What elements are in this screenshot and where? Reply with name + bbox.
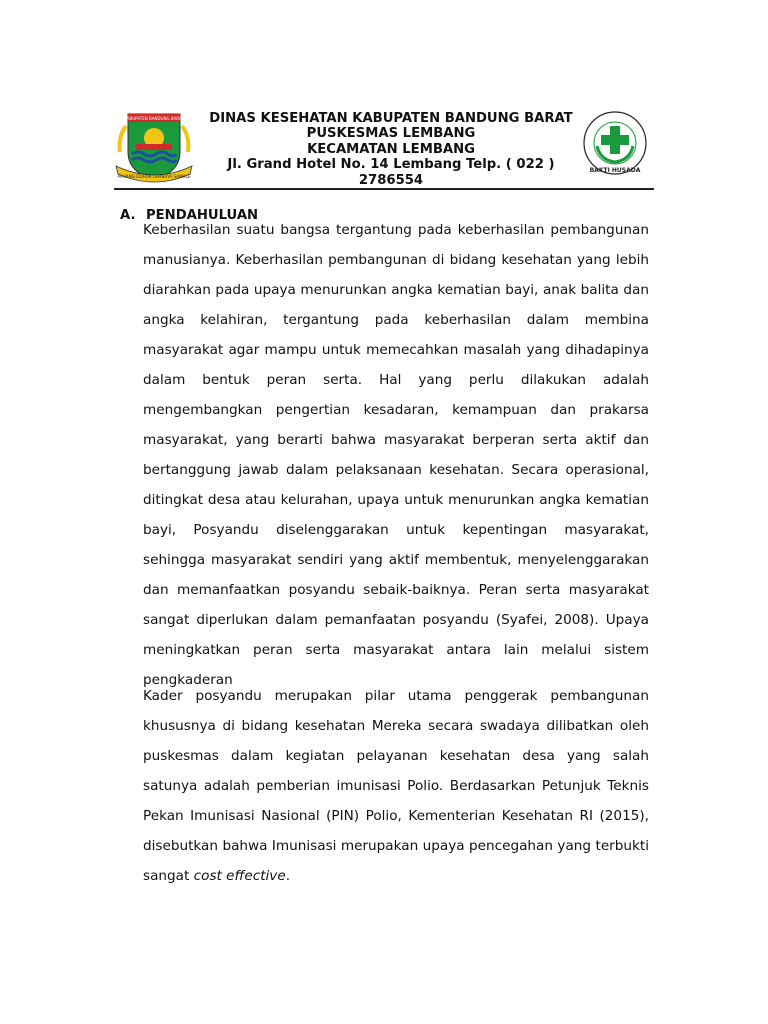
paragraph-2-end: . — [285, 868, 291, 884]
district-name: KECAMATAN LEMBANG — [307, 141, 475, 157]
paragraph-2-text: Kader posyandu merupakan pilar utama penggerak pembangunan khususnya di bidang kesehatan Mereka secara swadaya dilibatkan oleh puskesmas dalam kegiatan pelayanan kesehatan desa yang salah satunya adalah pemberian imunisasi Polio. Berdasarkan Petunjuk Teknis Pekan Imunisasi Nasional (PIN) Polio, Kementerian Kesehatan RI (2015), disebutkan bahwa Imunisasi merupakan upaya pencegahan yang terbukti sangat — [143, 688, 649, 884]
italic-term: cost effective — [193, 868, 286, 884]
puskesmas-name: PUSKESMAS LEMBANG — [306, 126, 476, 142]
paragraph-2 — [143, 681, 649, 891]
paragraph-1 — [143, 215, 649, 695]
agency-name: DINAS KESEHATAN KABUPATEN BANDUNG BARAT — [209, 111, 573, 126]
bakti-husada-text: BAKTI HUSADA — [589, 167, 641, 174]
bakti-husada-logo-icon — [582, 110, 648, 176]
crest-ribbon-text: PAHANG DUHUR LEMBAYA SAMALE — [117, 174, 191, 179]
crest-top-text: KABUPATEN BANDUNG BARAT — [124, 116, 184, 121]
phone-number: 2786554 — [358, 172, 424, 188]
kabupaten-bandung-barat-crest-icon — [114, 106, 194, 186]
section-number: A. — [120, 208, 136, 223]
paragraph-1-text: Keberhasilan suatu bangsa tergantung pada keberhasilan pembangunan manusianya. Keberhasilan pembangunan di bidang kesehatan yang lebih diarahkan pada upaya menurunkan angka kematian bayi, anak balita dan angka kelahiran, tergantung pada keberhasilan dalam membina masyarakat agar mampu untuk memecahkan masalah yang dihadapinya dalam bentuk peran serta. Hal yang perlu dilakukan adalah mengembangkan pengertian kesadaran, kemampuan dan prakarsa masyarakat, yang berarti bahwa masyarakat berperan serta aktif dan bertanggung jawab dalam pelaksanaan kesehatan. Secara operasional, ditingkat desa atau kelurahan, upaya untuk menurunkan angka kematian bayi, Posyandu diselenggarakan untuk kepentingan masyarakat, sehingga masyarakat sendiri yang aktif membentuk, menyelenggarakan dan memanfaatkan posyandu sebaik-baiknya. Peran serta masyarakat sangat diperlukan dalam pemanfaatan posyandu (Syafei, 2008). Upaya meningkatkan peran serta masyarakat antara lain melalui sistem pengkaderan — [143, 222, 649, 688]
address-line: Jl. Grand Hotel No. 14 Lembang Telp. ( 022 ) — [227, 157, 555, 173]
letterhead-text — [196, 111, 586, 188]
letterhead-divider — [114, 188, 654, 190]
section-title: PENDAHULUAN — [146, 208, 259, 223]
